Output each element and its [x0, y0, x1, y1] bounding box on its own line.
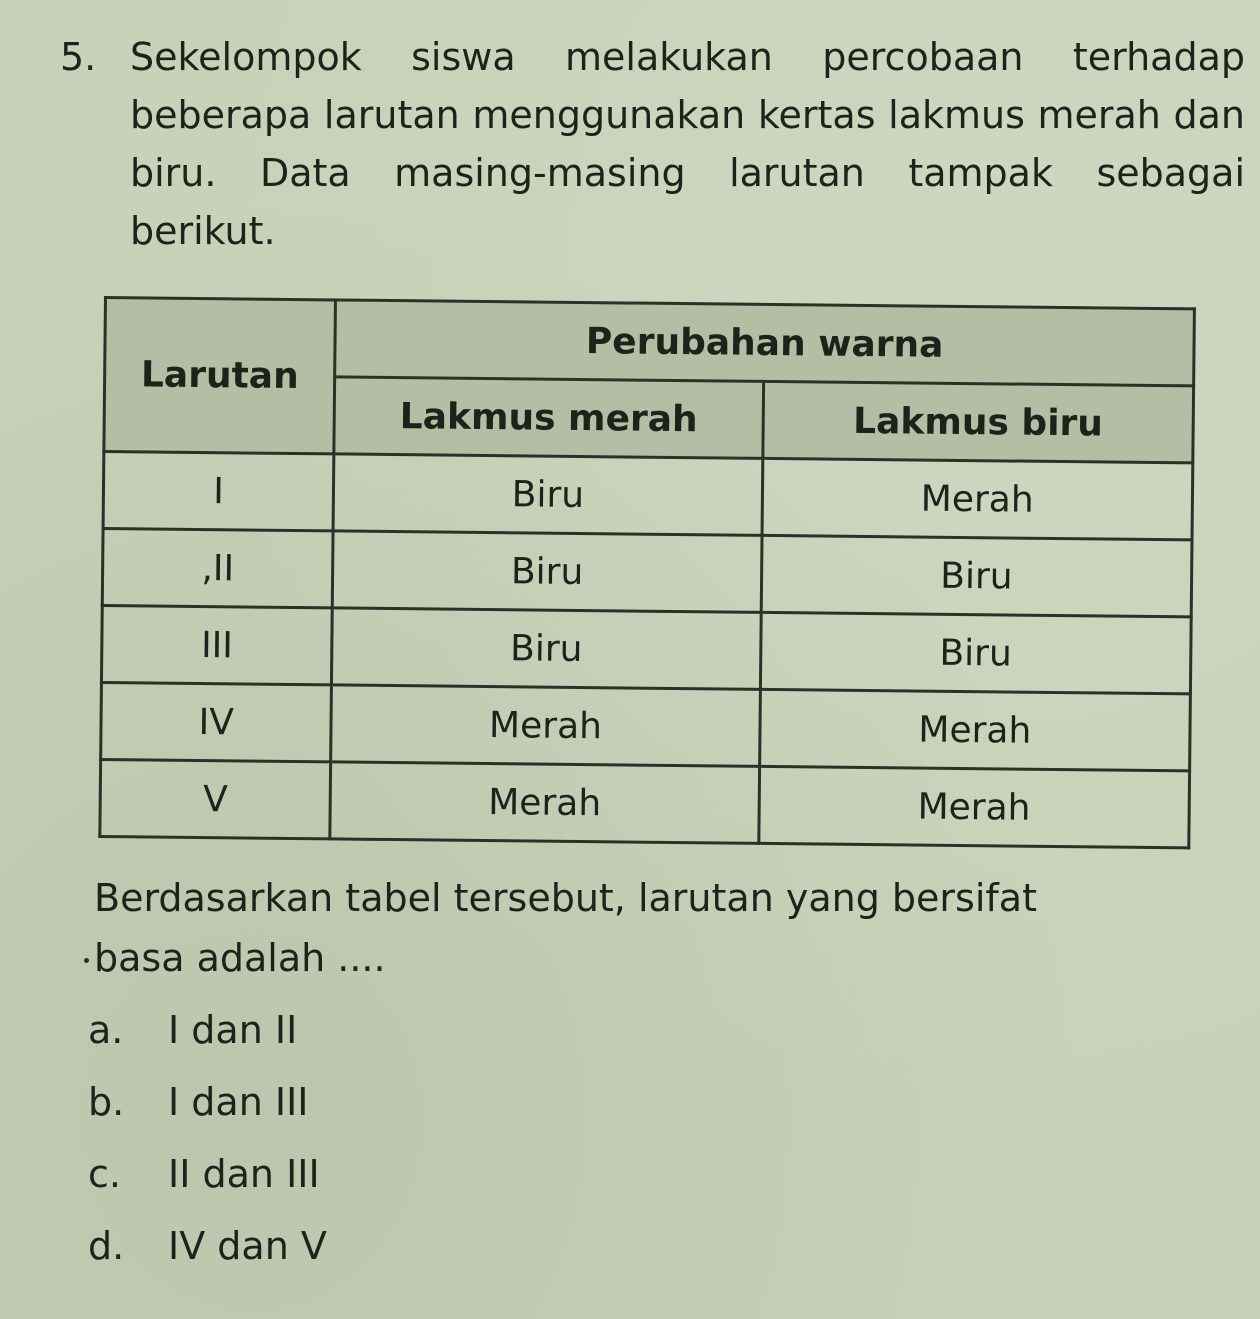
- header-perubahan-warna: Perubahan warna: [335, 300, 1194, 386]
- follow-up-line-1: Berdasarkan tabel tersebut, larutan yang bersifat: [94, 876, 1037, 920]
- header-lakmus-biru: Lakmus biru: [762, 381, 1193, 463]
- follow-up-line-2: basa adalah ....: [94, 936, 386, 980]
- option-letter: d.: [88, 1224, 125, 1268]
- stray-dot-mark: [84, 958, 89, 963]
- litmus-results-table: [98, 296, 1196, 849]
- cell-lakmus-merah: Merah: [331, 685, 760, 766]
- follow-up-question: [94, 868, 1224, 988]
- option-text: II dan III: [168, 1152, 320, 1196]
- option-text: I dan II: [168, 1008, 298, 1052]
- cell-lakmus-merah: Biru: [332, 608, 761, 689]
- cell-larutan: IV: [101, 682, 332, 761]
- question-text: Sekelompok siswa melakukan percobaan terhadap beberapa larutan menggunakan kertas lakmus merah dan biru. Data masing-masing larutan tampak sebagai berikut.: [130, 35, 1245, 253]
- cell-larutan: III: [101, 605, 332, 684]
- table-row: [101, 682, 1191, 770]
- cell-larutan: ,II: [102, 529, 333, 608]
- cell-lakmus-biru: Biru: [760, 612, 1191, 694]
- cell-lakmus-merah: Biru: [333, 531, 762, 612]
- header-lakmus-merah: Lakmus merah: [334, 377, 763, 458]
- table-row: [100, 759, 1190, 847]
- cell-lakmus-biru: Merah: [759, 689, 1190, 771]
- option-text: IV dan V: [168, 1224, 327, 1268]
- cell-lakmus-merah: Biru: [333, 454, 762, 535]
- table-row: [103, 452, 1193, 540]
- cell-larutan: V: [100, 759, 331, 838]
- cell-lakmus-biru: Biru: [761, 535, 1192, 617]
- table-row: [101, 605, 1191, 693]
- cell-lakmus-biru: Merah: [762, 458, 1193, 540]
- option-letter: a.: [88, 1008, 124, 1052]
- cell-larutan: I: [103, 452, 334, 531]
- header-larutan: Larutan: [104, 298, 336, 454]
- cell-lakmus-biru: Merah: [758, 766, 1189, 848]
- option-letter: b.: [88, 1080, 125, 1124]
- question-number: 5.: [60, 35, 97, 79]
- option-text: I dan III: [168, 1080, 309, 1124]
- table-header-row: [105, 298, 1195, 386]
- option-letter: c.: [88, 1152, 121, 1196]
- table-row: [102, 529, 1192, 617]
- cell-lakmus-merah: Merah: [330, 762, 759, 843]
